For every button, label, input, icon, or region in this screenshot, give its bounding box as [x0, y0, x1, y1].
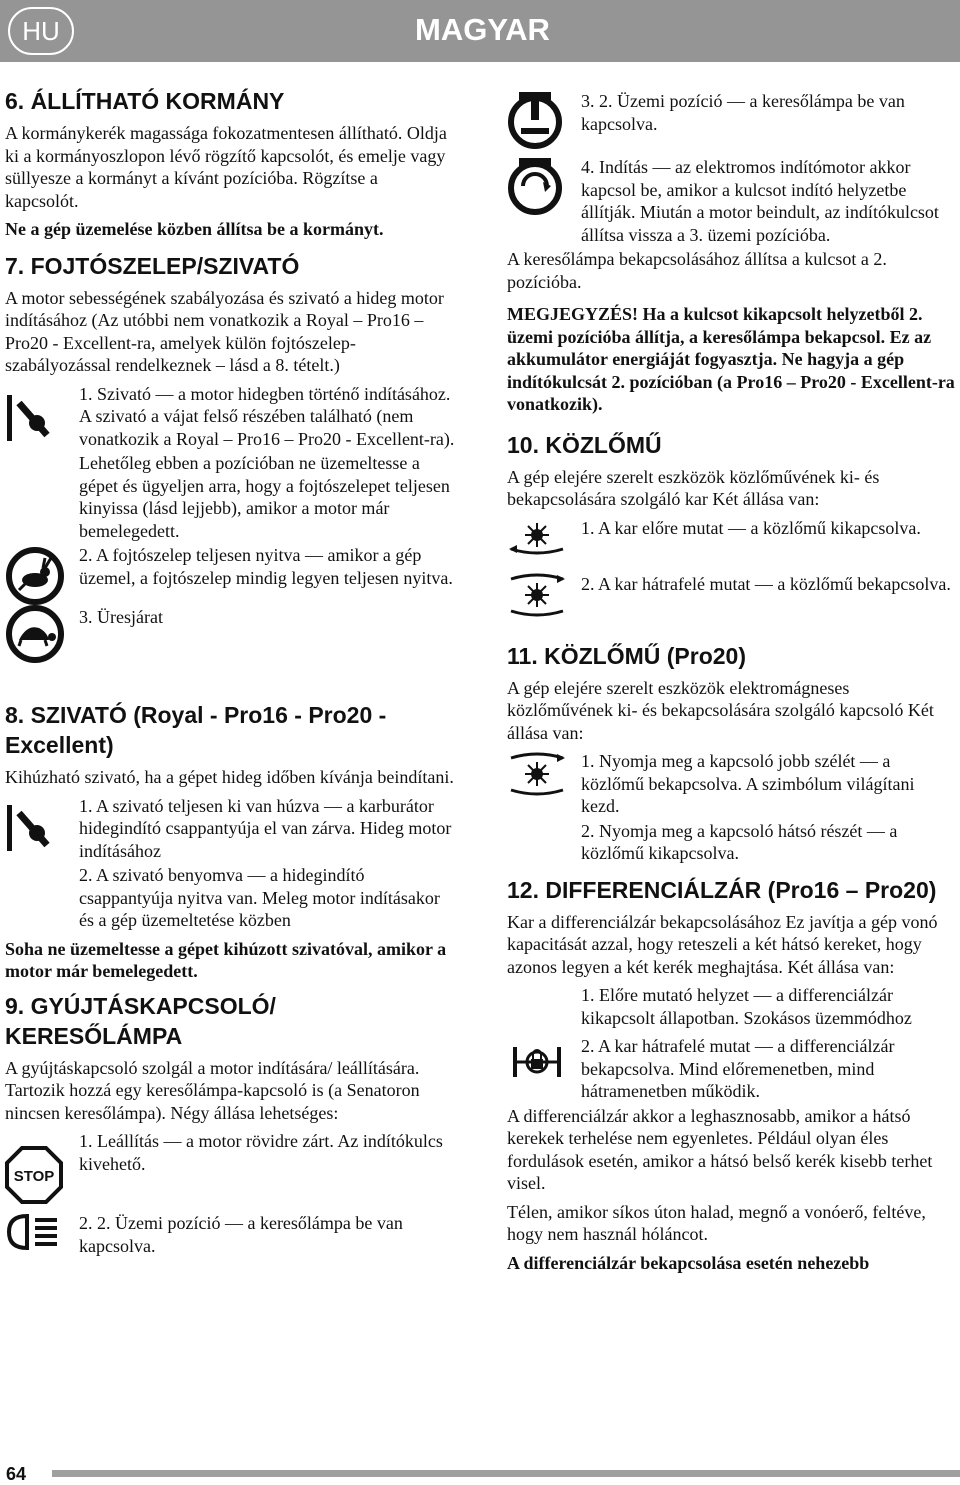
- full-throttle-text: 2. A fojtószelep teljesen nyitva — amikor a gép üzemel, a fojtószelep mindig legyen teljesen nyitva.: [79, 545, 453, 588]
- choke-icon: [5, 391, 55, 445]
- pto-on-icon: [507, 573, 567, 617]
- ignition-start-text: 4. Indítás — az elektromos indítómotor akkor kapcsol be, amikor a kulcsot indító helyzetbe állítják. Miután a motor beindult, az indítókulcsot állítsa vissza a 3. üzemi pozícióba.: [581, 157, 939, 245]
- diff-lock-off-text: 1. Előre mutató helyzet — a differenciálzár kikapcsolt állapotban. Szokásos üzemmódhoz: [581, 985, 912, 1028]
- section-12-text: Kar a differenciálzár bekapcsolásához Ez javítja a gép vonó kapacitását azzal, hogy reteszeli a két hátsó kereket, hogy azonos legyen a két kerék meghajtása. Két állása van:: [507, 911, 938, 977]
- hare-icon: [5, 546, 65, 606]
- ignition-note: MEGJEGYZÉS! Ha a kulcsot kikapcsolt helyzetből 2. üzemi pozícióba állítja, a keresőlámpa bekapcsol. Ez az akkumulátor energiáját fogyasztja. Ne hagyja a gép indítókulcsát 2. pozícióban (a Pro16 – Pro20 - Excellent-ra vonatkozik).: [507, 304, 955, 414]
- section-11-title: 11. KÖZLŐMŰ (Pro20): [507, 642, 746, 669]
- section-12-warning: A differenciálzár bekapcsolása esetén nehezebb: [507, 1252, 870, 1273]
- section-10-text: A gép elejére szerelt eszközök közlőművének ki- és bekapcsolására szolgáló kar Két állása van:: [507, 466, 880, 509]
- choke-pushed-text: 2. A szivató benyomva — a hidegindító csappantyúja nyitva van. Meleg motor indításakor és a gép üzemeltetése közben: [79, 865, 440, 930]
- turtle-icon: [5, 604, 65, 664]
- pto-switch-icon: [507, 752, 567, 796]
- ignition-start-item: [507, 156, 957, 248]
- ignition-light-text: 2. 2. Üzemi pozíció — a keresőlámpa be van kapcsolva.: [79, 1213, 403, 1256]
- ignition-light-item: [5, 1212, 455, 1259]
- pto-on-text: 2. A kar hátrafelé mutat — a közlőmű bekapcsolva.: [581, 573, 951, 594]
- section-12-text-3: Télen, amikor síkos úton halad, megnő a vonóerő, feltéve, hogy nem használ hóláncot.: [507, 1201, 926, 1244]
- diff-lock-on-text: 2. A kar hátrafelé mutat — a differenciálzár bekapcsolva. Mind előremenetben, mind hátramenetben működik.: [581, 1036, 895, 1101]
- ignition-stop-text: 1. Leállítás — a motor rövidre zárt. Az indítókulcs kivehető.: [79, 1131, 443, 1174]
- section-8-title: 8. SZIVATÓ (Royal - Pro16 - Pro20 - Excellent): [5, 702, 387, 758]
- pto-off-icon: [507, 519, 567, 559]
- engine-start-icon: [507, 156, 563, 218]
- pto-off-text: 1. A kar előre mutat — a közlőmű kikapcsolva.: [581, 517, 921, 538]
- section-8-warning: Soha ne üzemeltesse a gépet kihúzott szivatóval, amikor a motor már bemelegedett.: [5, 938, 447, 981]
- footer-bar: [52, 1470, 960, 1477]
- pto-switch-on-text: 1. Nyomja meg a kapcsoló jobb szélét — a közlőmű bekapcsolva. A szimbólum világítani kezd.: [581, 751, 915, 816]
- full-throttle-item: [5, 544, 455, 606]
- pto-on-item: [507, 573, 957, 617]
- section-6-text: A kormánykerék magassága fokozatmentesen állítható. Oldja ki a kormányoszlopon lévő rögzítő kapcsolót, és emelje vagy süllyesze a kormányt a kívánt pozícióba. Rögzítse a kapcsolót.: [5, 123, 447, 211]
- headlight-instruction: A keresőlámpa bekapcsolásához állítsa a kulcsot a 2. pozícióba.: [507, 249, 887, 292]
- section-6-title: 6. ÁLLÍTHATÓ KORMÁNY: [5, 88, 285, 114]
- ignition-run-text: 3. 2. Üzemi pozíció — a keresőlámpa be van kapcsolva.: [581, 91, 905, 134]
- right-column: [507, 90, 957, 1280]
- choke-pulled-item: [5, 795, 455, 865]
- section-9-title: 9. GYÚJTÁSKAPCSOLÓ/ KERESŐLÁMPA: [5, 992, 276, 1049]
- pto-switch-on-item: [507, 750, 957, 820]
- choke-pulled-text: 1. A szivató teljesen ki van húzva — a karburátor hidegindító csappantyúja el van zárva. Hideg motor indításához: [79, 795, 452, 861]
- section-12-title: 12. DIFFERENCIÁLZÁR (Pro16 – Pro20): [507, 876, 937, 903]
- language-badge: HU: [8, 7, 74, 55]
- stop-icon-label: STOP: [13, 1168, 55, 1185]
- engine-run-icon: [507, 90, 563, 152]
- section-8-text: Kihúzható szivató, ha a gépet hideg időben kívánja beindítani.: [5, 767, 454, 787]
- page-number: 64: [6, 1464, 27, 1484]
- idle-text: 3. Üresjárat: [79, 607, 163, 627]
- pto-switch-off-text: 2. Nyomja meg a kapcsoló hátsó részét — a közlőmű kikapcsolva.: [581, 820, 898, 863]
- section-6-warning: Ne a gép üzemelése közben állítsa be a kormányt.: [5, 219, 384, 239]
- choke-text-2: Lehetőleg ebben a pozícióban ne üzemeltesse a gépet és ügyeljen arra, hogy a fojtószelepet teljesen kinyissa (lásd lejjebb), amikor a motor már bemelegedett.: [79, 453, 450, 541]
- choke-icon-2: [5, 801, 55, 855]
- idle-item: [5, 606, 455, 664]
- ignition-run-item: [507, 90, 957, 152]
- ignition-stop-item: [5, 1130, 455, 1204]
- language-title: MAGYAR: [415, 12, 550, 47]
- diff-lock-on-item: [507, 1035, 957, 1105]
- section-10-title: 10. KÖZLŐMŰ: [507, 431, 662, 458]
- left-column: [5, 86, 455, 1259]
- section-7-text: A motor sebességének szabályozása és szivató a hideg motor indításához (Az utóbbi nem vonatkozik a Royal – Pro16 – Pro20 - Excellent-ra, amelyek külön fojtószelep-szabályozással rendelkeznek – lásd a 8. tételt.): [5, 287, 444, 375]
- section-7-title: 7. FOJTÓSZELEP/SZIVATÓ: [5, 252, 300, 279]
- page-header: [0, 0, 960, 62]
- pto-off-item: [507, 517, 957, 559]
- choke-text-1: 1. Szivató — a motor hidegben történő indításához. A szivató a vájat felső részében található (nem vonatkozik a Royal – Pro16 – Pro20 - Excellent-ra).: [79, 383, 455, 449]
- choke-item: [5, 383, 455, 545]
- headlight-icon: [5, 1212, 61, 1252]
- section-9-text: A gyújtáskapcsoló szolgál a motor indítására/ leállítására. Tartozik hozzá egy keresőlámpa-kapcsoló is (a Senatoron nincsen keresőlámpa). Négy állása lehetséges:: [5, 1057, 420, 1123]
- section-12-text-2: A differenciálzár akkor a leghasznosabb, amikor a hátsó kerekek terhelése nem egyenletes. Például olyan éles fordulások esetén, amikor a hátsó belső kerék kisebb terhet visel.: [507, 1105, 933, 1193]
- section-11-text: A gép elejére szerelt eszközök elektromágneses közlőművének ki- és bekapcsolására szolgáló kapcsoló Két állása van:: [507, 677, 934, 743]
- stop-icon: [5, 1146, 63, 1204]
- diff-lock-icon: [507, 1037, 567, 1085]
